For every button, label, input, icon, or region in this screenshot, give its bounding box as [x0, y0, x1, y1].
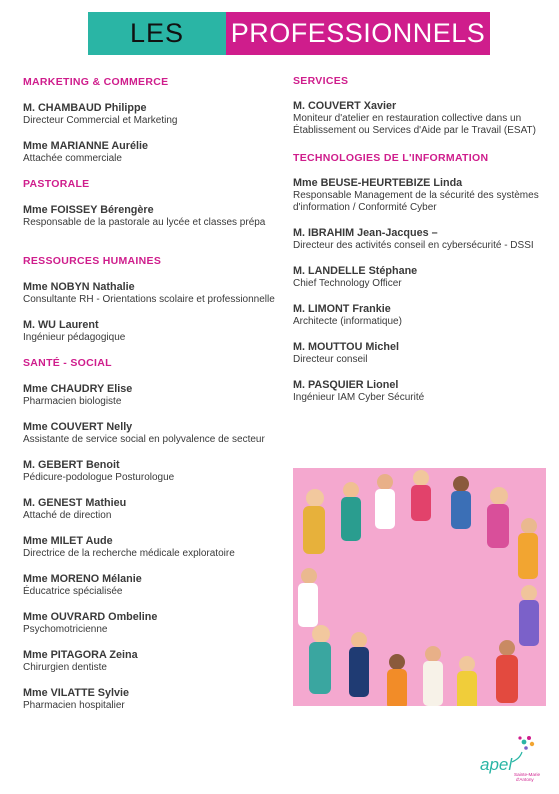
person-name: Mme PITAGORA Zeina [23, 649, 138, 661]
section-title: SANTÉ - SOCIAL [23, 357, 112, 369]
header-left-text: LES [129, 18, 185, 48]
person-name: Mme VILATTE Sylvie [23, 687, 129, 699]
person-entry [23, 535, 278, 560]
person-name: Mme COUVERT Nelly [23, 421, 133, 433]
svg-text:Sainte-Marie: Sainte-Marie [514, 772, 541, 777]
person-entry [23, 497, 278, 522]
right-column [293, 75, 548, 404]
person-role: Responsable de la pastorale au lycée et classes prépa [23, 217, 266, 228]
person-entry [23, 649, 278, 674]
person-name: M. LANDELLE Stéphane [293, 265, 418, 277]
person-name: Mme NOBYN Nathalie [23, 281, 135, 293]
person-entry [293, 265, 548, 290]
section-title: SERVICES [293, 75, 349, 87]
person-role: Attaché de direction [23, 510, 112, 521]
person-name: Mme OUVRARD Ombeline [23, 611, 158, 623]
professionals-illustration-svg [293, 468, 546, 706]
person-role: Pharmacien hospitalier [23, 700, 125, 711]
svg-text:apel: apel [480, 755, 513, 774]
person-name: M. IBRAHIM Jean-Jacques – [293, 227, 438, 239]
person-name: Mme MORENO Mélanie [23, 573, 142, 585]
person-role: Ingénieur pédagogique [23, 332, 126, 343]
person-name: Mme MARIANNE Aurélie [23, 140, 148, 152]
person-role: Consultante RH - Orientations scolaire et professionnelle [23, 294, 275, 305]
person-entry [23, 204, 278, 229]
person-role: Chirurgien dentiste [23, 662, 107, 673]
person-entry [23, 383, 278, 408]
section-title: RESSOURCES HUMAINES [23, 255, 162, 267]
section [23, 357, 278, 712]
person-role: Pharmacien biologiste [23, 396, 122, 407]
person-name: M. GENEST Mathieu [23, 497, 127, 509]
person-entry [293, 303, 548, 328]
person-role: Directrice de la recherche médicale exploratoire [23, 548, 235, 559]
apel-logo-svg [476, 732, 546, 784]
person-role: Architecte (informatique) [293, 316, 402, 327]
person-role: Directeur Commercial et Marketing [23, 115, 178, 126]
person-name: Mme MILET Aude [23, 535, 113, 547]
person-name: M. PASQUIER Lionel [293, 379, 399, 391]
header-right-banner [226, 12, 490, 55]
section [293, 152, 548, 404]
person-role: Ingénieur IAM Cyber Sécurité [293, 392, 425, 403]
person-role: Moniteur d'atelier en restauration collective dans un Établissement ou Services d'Aide par le Travail (ESAT) [293, 113, 536, 136]
person-name: M. WU Laurent [23, 319, 99, 331]
person-role: Pédicure-podologue Posturologue [23, 472, 175, 483]
section [23, 255, 278, 344]
person-name: Mme BEUSE-HEURTEBIZE Linda [293, 177, 463, 189]
person-name: M. LIMONT Frankie [293, 303, 391, 315]
section-title: PASTORALE [23, 178, 90, 190]
apel-logo [476, 732, 546, 784]
person-entry [293, 177, 548, 214]
section [23, 76, 278, 165]
person-name: M. MOUTTOU Michel [293, 341, 399, 353]
header-left-banner [88, 12, 226, 55]
header-right-text: PROFESSIONNELS [230, 18, 486, 48]
person-role: Psychomotricienne [23, 624, 108, 635]
professionals-illustration [293, 468, 546, 706]
person-entry [23, 281, 278, 306]
person-entry [23, 421, 278, 446]
section [23, 178, 278, 229]
person-role: Attachée commerciale [23, 153, 122, 164]
person-name: M. COUVERT Xavier [293, 100, 397, 112]
person-entry [23, 611, 278, 636]
person-entry [293, 379, 548, 404]
person-entry [23, 687, 278, 712]
person-entry [293, 341, 548, 366]
person-entry [23, 102, 278, 127]
person-role: Directeur des activités conseil en cybersécurité - DSSI [293, 240, 534, 251]
person-entry [23, 140, 278, 165]
person-entry [293, 227, 548, 252]
person-role: Chief Technology Officer [293, 278, 402, 289]
person-entry [293, 100, 548, 137]
svg-text:d'Antony: d'Antony [516, 777, 534, 782]
person-name: M. GEBERT Benoit [23, 459, 120, 471]
person-role: Responsable Management de la sécurité des systèmes d'information / Conformité Cyber [293, 190, 539, 213]
person-name: M. CHAMBAUD Philippe [23, 102, 147, 114]
person-entry [23, 319, 278, 344]
person-name: Mme CHAUDRY Elise [23, 383, 133, 395]
section-title: TECHNOLOGIES DE L'INFORMATION [293, 152, 489, 164]
left-column [23, 76, 278, 712]
person-name: Mme FOISSEY Bérengère [23, 204, 154, 216]
section-title: MARKETING & COMMERCE [23, 76, 169, 88]
person-role: Assistante de service social en polyvalence de secteur [23, 434, 265, 445]
person-entry [23, 573, 278, 598]
person-role: Directeur conseil [293, 354, 368, 365]
person-entry [23, 459, 278, 484]
section [293, 75, 548, 137]
person-role: Éducatrice spécialisée [23, 586, 123, 597]
